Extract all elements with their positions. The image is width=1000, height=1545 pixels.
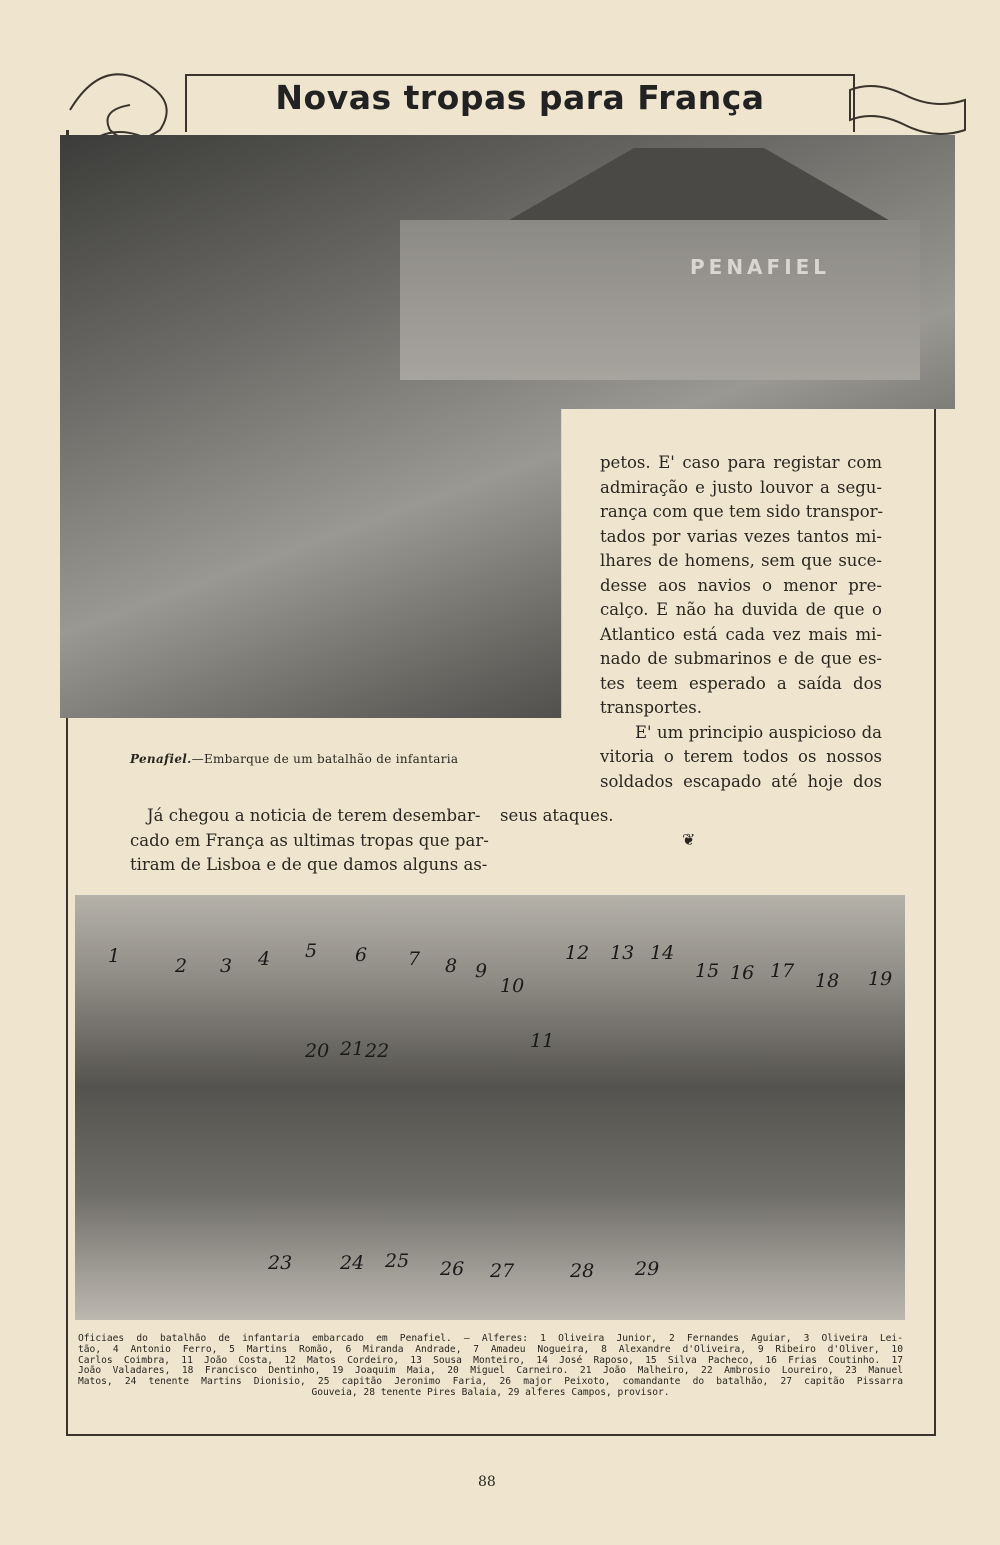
station-sign: PENAFIEL — [690, 255, 831, 279]
text-line: admiração e justo louvor a segu- — [600, 477, 882, 497]
caption-place: Penafiel. — [130, 752, 192, 766]
caption-line: João Valadares, 18 Francisco Dentinho, 19 Joaquim Maia, 20 Miguel Carneiro. 21 João Malheiro, 22 Ambrosio Loureiro, 23 Manuel — [78, 1365, 903, 1377]
photo-number-label: 10 — [500, 975, 525, 997]
text-line: vitoria o terem todos os nossos — [600, 747, 882, 766]
photo-number-label: 7 — [408, 948, 421, 970]
photo-number-label: 3 — [220, 955, 233, 977]
text-line: soldados escapado até hoje dos — [600, 771, 882, 791]
photo-number-label: 18 — [815, 970, 840, 992]
photo-number-label: 23 — [268, 1252, 293, 1274]
photo-number-label: 2 — [175, 955, 188, 977]
photo1-caption — [130, 752, 458, 766]
station-building — [400, 220, 920, 380]
photo-number-label: 17 — [770, 960, 795, 982]
photo2-caption — [78, 1334, 903, 1399]
photo-number-label: 16 — [730, 962, 755, 984]
photo-number-label: 12 — [565, 942, 590, 964]
photo-number-label: 24 — [340, 1252, 365, 1274]
text-line: tados por varias vezes tantos mi- — [600, 526, 882, 546]
text-line: tiram de Lisboa e de que damos alguns as- — [130, 855, 488, 874]
photo-number-label: 1 — [108, 945, 121, 967]
text-line: rança com que tem sido transpor- — [600, 502, 884, 521]
photo-number-label: 29 — [635, 1258, 660, 1280]
text-line: cado em França as ultimas tropas que par- — [130, 830, 489, 850]
caption-text: —Embarque de um batalhão de infantaria — [191, 752, 459, 766]
text-line: desse aos navios o menor pre- — [600, 575, 882, 595]
photo-number-label: 5 — [305, 940, 318, 962]
photo-number-label: 21 — [340, 1038, 365, 1060]
photo-number-label: 27 — [490, 1260, 515, 1282]
text-line: transportes. — [600, 698, 702, 717]
photo-number-label: 14 — [650, 942, 675, 964]
photo-number-label: 22 — [365, 1040, 390, 1062]
page-frame-right — [934, 400, 936, 1436]
text-line: Atlantico está cada vez mais mi- — [600, 624, 882, 644]
photo-number-label: 20 — [305, 1040, 330, 1062]
page-frame-bottom — [66, 1434, 936, 1436]
photo-number-label: 6 — [355, 944, 368, 966]
caption-line: Carlos Coimbra, 11 João Costa, 12 Matos Cordeiro, 13 Sousa Monteiro, 14 José Raposo, 15 Silva Pacheco, 16 Frias Coutinho. 17 — [78, 1354, 903, 1366]
right-column-tail: seus ataques. — [500, 806, 614, 825]
text-line: E' um principio auspicioso da — [635, 722, 882, 742]
text-line: tes teem esperado a saída dos — [600, 673, 882, 693]
caption-line: tão, 4 Antonio Ferro, 5 Martins Romão, 6 Miranda Andrade, 7 Amadeu Nogueira, 8 Alexandre d'Oliveira, 9 Ribeiro d'Oliver, 10 — [78, 1343, 903, 1355]
caption-line: Oficiaes do batalhão de infantaria embarcado em Penafiel. — Alferes: 1 Oliveira Junior, 2 Fernandes Aguiar, 3 Oliveira Lei- — [78, 1333, 903, 1344]
photo-number-label: 26 — [440, 1258, 465, 1280]
photo-number-label: 13 — [610, 942, 635, 964]
photo-number-label: 8 — [445, 955, 458, 977]
photo-officers-group — [75, 895, 905, 1320]
page-title: Novas tropas para França — [275, 78, 765, 117]
photo-number-label: 15 — [695, 960, 720, 982]
caption-line: Matos, 24 tenente Martins Dionisio, 25 capitão Jeronimo Faria, 26 major Peixoto, comandante do batalhão, 27 capitão Pissarra — [78, 1376, 903, 1388]
caption-line: Gouveia, 28 tenente Pires Balaia, 29 alferes Campos, provisor. — [311, 1386, 670, 1398]
photo-number-label: 11 — [530, 1030, 555, 1052]
photo-number-label: 9 — [475, 960, 488, 982]
page-number: 88 — [478, 1474, 496, 1490]
text-line: petos. E' caso para registar com — [600, 453, 882, 472]
photo-number-label: 28 — [570, 1260, 595, 1282]
photo-number-label: 4 — [258, 948, 271, 970]
photo-number-label: 19 — [868, 968, 893, 990]
text-line: Já chegou a noticia de terem desembar- — [147, 806, 481, 825]
text-line: nado de submarinos e de que es- — [600, 649, 882, 668]
text-line: calço. E não ha duvida de que o — [600, 600, 882, 619]
photo-number-label: 25 — [385, 1250, 410, 1272]
text-line: lhares de homens, sem que suce- — [600, 551, 882, 570]
fleuron-ornament: ❦ — [682, 830, 696, 849]
